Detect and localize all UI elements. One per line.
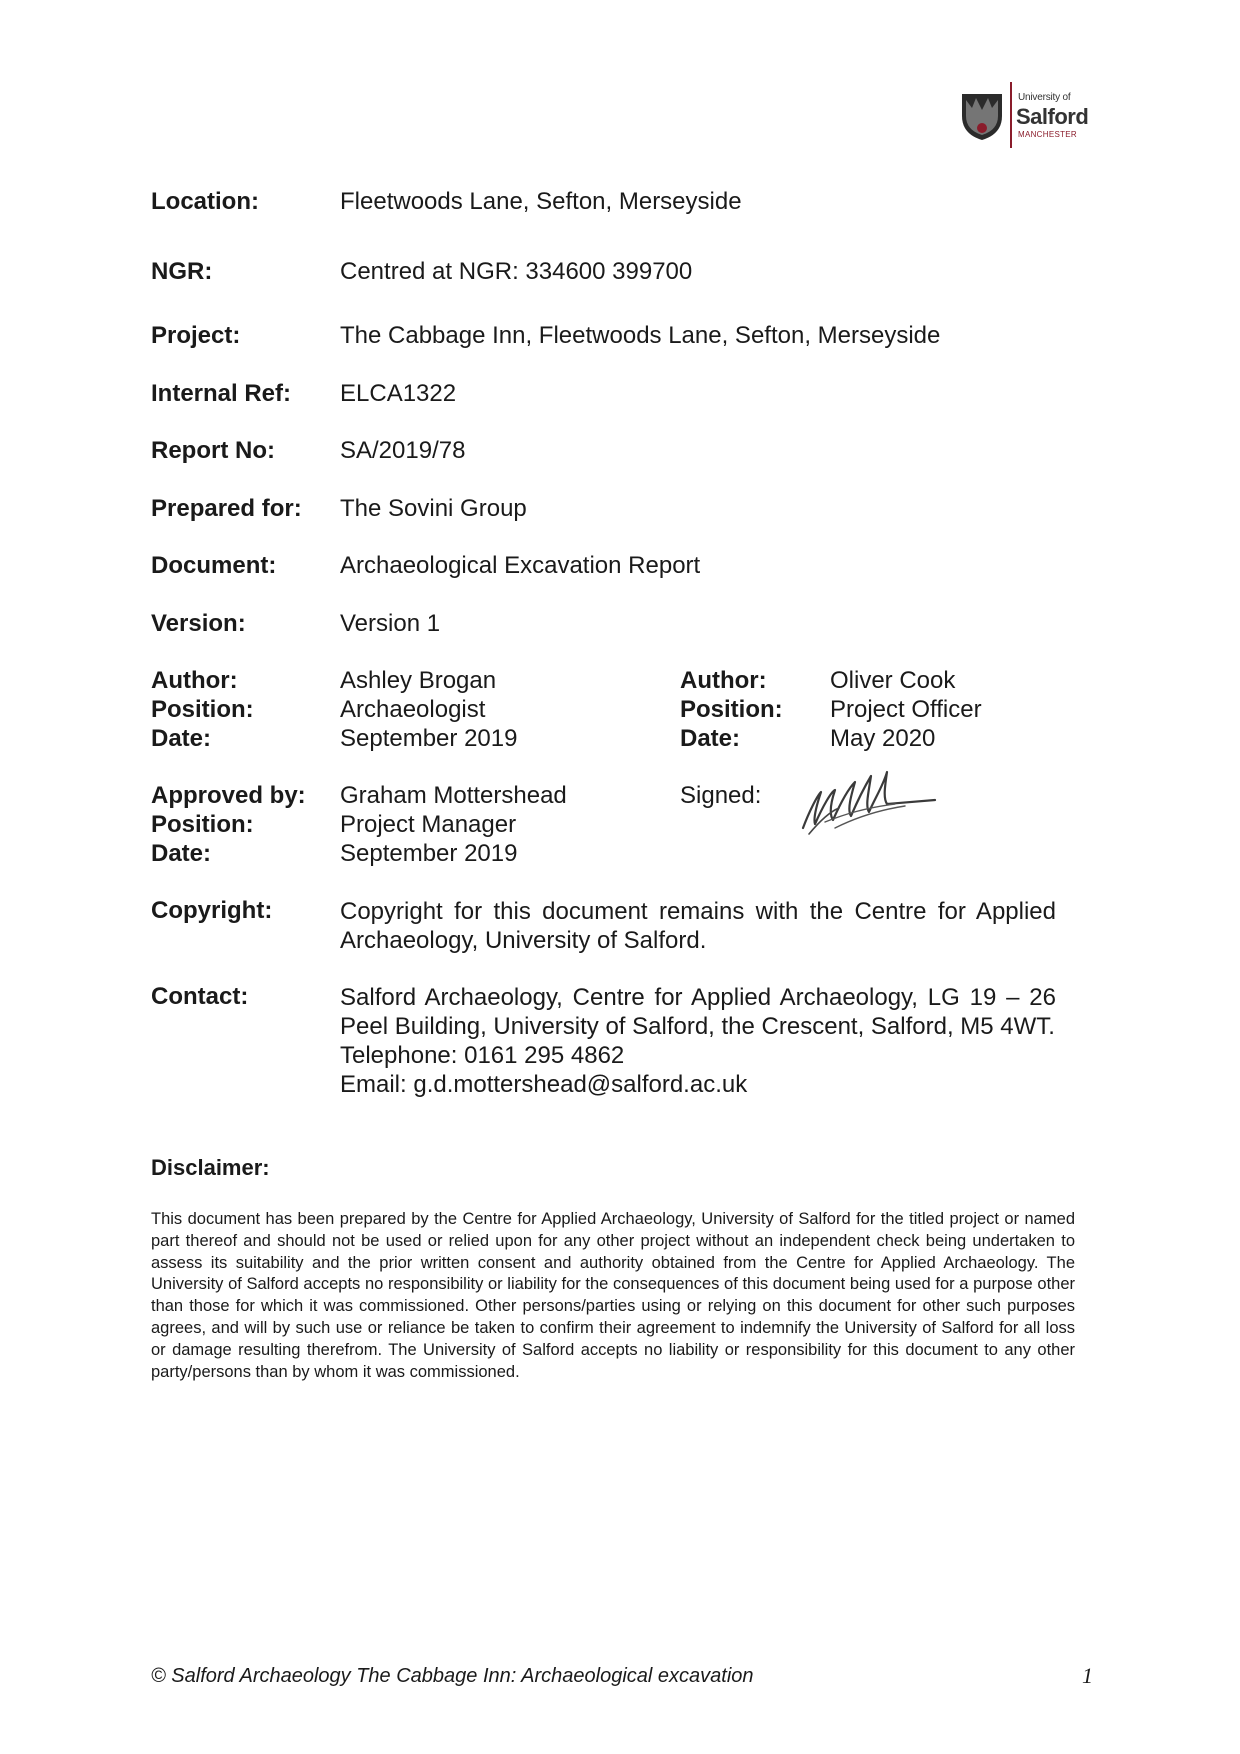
internal-ref-value: ELCA1322 — [340, 380, 457, 407]
approver-position-label: Position: — [151, 811, 254, 838]
report-no-label: Report No: — [151, 437, 275, 464]
contact-address: Salford Archaeology, Centre for Applied Archaeology, LG 19 – 26 Peel Building, University of Salford, the Crescent, Salford, M5 4WT. — [340, 984, 1056, 1040]
page-number: 1 — [1082, 1663, 1093, 1688]
logo-line-2: Salford — [1016, 104, 1089, 129]
author2-name: Oliver Cook — [830, 667, 956, 694]
author2-date: May 2020 — [830, 725, 936, 752]
prepared-for-label: Prepared for: — [151, 495, 302, 522]
approved-by-label: Approved by: — [151, 782, 306, 809]
author1-position: Archaeologist — [340, 696, 486, 723]
version-value: Version 1 — [340, 610, 441, 637]
approval-date: September 2019 — [340, 840, 518, 867]
contact-telephone: Telephone: 0161 295 4862 — [340, 1042, 625, 1069]
logo-divider — [1010, 82, 1012, 148]
author1-position-label: Position: — [151, 696, 254, 723]
disclaimer-label: Disclaimer: — [151, 1155, 270, 1180]
location-value: Fleetwoods Lane, Sefton, Merseyside — [340, 188, 742, 215]
approval-date-label: Date: — [151, 840, 212, 867]
copyright-label: Copyright: — [151, 897, 273, 924]
signed-label: Signed: — [680, 782, 762, 809]
signature-image — [795, 762, 945, 840]
version-label: Version: — [151, 610, 246, 637]
approved-by-value: Graham Mottershead — [340, 782, 567, 809]
project-label: Project: — [151, 322, 241, 349]
university-logo — [960, 78, 1100, 150]
copyright-text: Copyright for this document remains with the Centre for Applied Archaeology, University of Salford. — [340, 898, 1056, 954]
location-label: Location: — [151, 188, 259, 215]
author2-position-label: Position: — [680, 696, 783, 723]
crest-icon — [960, 90, 1004, 142]
report-no-value: SA/2019/78 — [340, 437, 466, 464]
project-value: The Cabbage Inn, Fleetwoods Lane, Sefton, Merseyside — [340, 322, 941, 349]
author1-date-label: Date: — [151, 725, 212, 752]
internal-ref-label: Internal Ref: — [151, 380, 292, 407]
prepared-for-value: The Sovini Group — [340, 495, 527, 522]
author2-position: Project Officer — [830, 696, 982, 723]
contact-email: Email: g.d.mottershead@salford.ac.uk — [340, 1071, 748, 1098]
author2-label: Author: — [680, 667, 767, 694]
ngr-label: NGR: — [151, 258, 213, 285]
logo-line-1: University of — [1018, 92, 1071, 103]
footer-text: © Salford Archaeology The Cabbage Inn: Archaeological excavation — [151, 1665, 754, 1687]
document-label: Document: — [151, 552, 277, 579]
ngr-value: Centred at NGR: 334600 399700 — [340, 258, 693, 285]
author1-label: Author: — [151, 667, 238, 694]
approver-position: Project Manager — [340, 811, 517, 838]
disclaimer-text: This document has been prepared by the Centre for Applied Archaeology, University of Salford for the titled project or named part thereof and should not be used or relied upon for any other project without an independent check being undertaken to assess its suitability and the prior written consent and authority obtained from the Centre for Applied Archaeology. The University of Salford accepts no responsibility or liability for the consequences of this document being used for a purpose other than those for which it was commissioned. Other persons/parties using or relying on this document for other such purposes agrees, and will by such use or reliance be taken to confirm their agreement to indemnify the University of Salford for all loss or damage resulting therefrom. The University of Salford accepts no liability or responsibility for this document to any other party/persons than by whom it was commissioned. — [151, 1210, 1075, 1381]
logo-line-3: MANCHESTER — [1018, 130, 1078, 139]
document-value: Archaeological Excavation Report — [340, 552, 701, 579]
author1-date: September 2019 — [340, 725, 518, 752]
contact-label: Contact: — [151, 983, 249, 1010]
author2-date-label: Date: — [680, 725, 741, 752]
copyright-value — [340, 897, 1056, 955]
author1-name: Ashley Brogan — [340, 667, 497, 694]
contact-block — [340, 983, 1056, 1099]
